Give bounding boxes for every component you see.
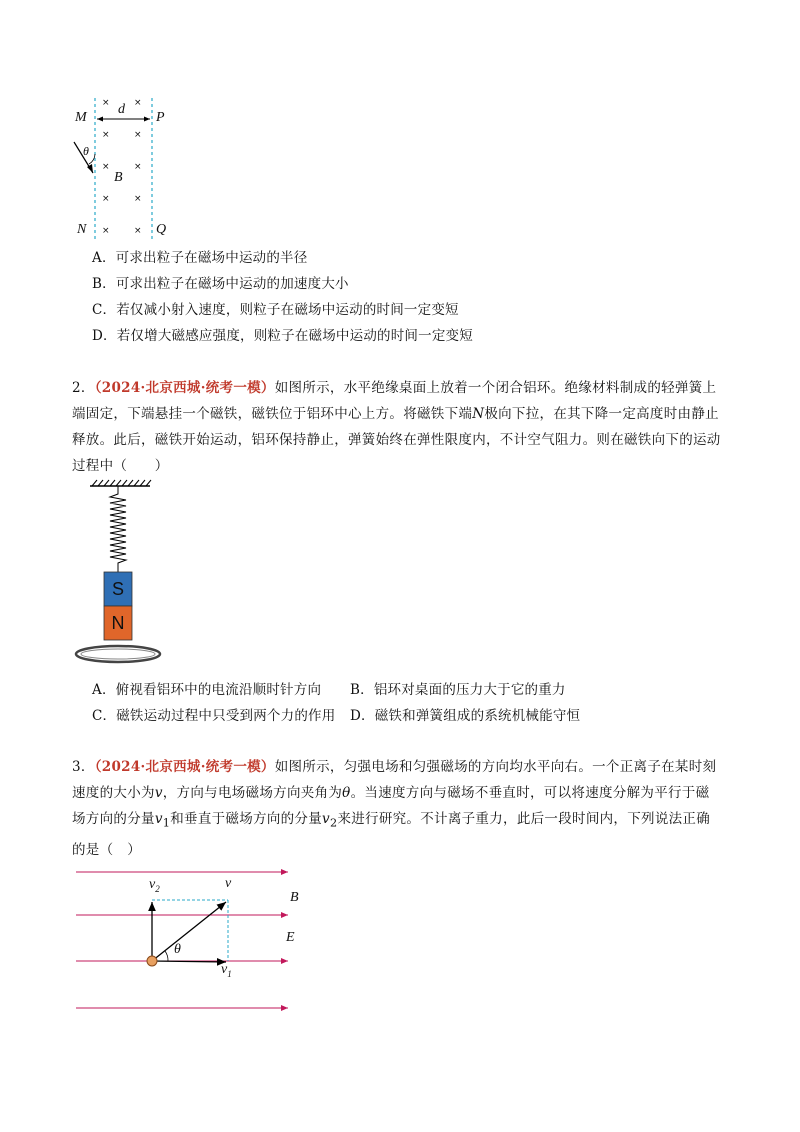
field-cross: × xyxy=(134,98,142,108)
label-n: N xyxy=(77,222,87,237)
q1-option-d[interactable]: D．若仅增大磁感应强度，则粒子在磁场中运动的时间一定变短 xyxy=(92,328,473,344)
field-cross: × xyxy=(102,226,110,236)
label-e: E xyxy=(286,930,295,945)
q2-option-b[interactable]: B．铝环对桌面的压力大于它的重力 xyxy=(350,682,566,698)
label-b: B xyxy=(114,170,123,185)
spring xyxy=(110,486,126,572)
label-theta: θ xyxy=(174,942,181,957)
aluminum-ring xyxy=(76,646,160,662)
q3-stem: 3．（2024·北京西城·统考一模）如图所示，匀强电场和匀强磁场的方向均水平向右。一个正离子在某时刻速度的大小为v，方向与电场磁场方向夹角为θ。当速度方向与磁场不垂直时，可以将速度分解为平行于磁场方向的分量$v_1$和垂直于磁场方向的分量$v_2$来进行研究。不计离子重力，此后一段时间内，下列说法正确的是（ ） xyxy=(72,759,717,858)
label-v2: $v_2$ xyxy=(149,877,160,894)
label-d: d xyxy=(118,102,125,117)
q2-stem: 2．（2024·北京西城·统考一模）如图所示，水平绝缘桌面上放着一个闭合铝环。绝缘材料制成的轻弹簧上端固定，下端悬挂一个磁铁，磁铁位于铝环中心上方。将磁铁下端N极向下拉，在其下降一定高度时由静止释放。此后，磁铁开始运动，铝环保持静止，弹簧始终在弹性限度内，不计空气阻力。则在磁铁向下的运动过程中（ ） xyxy=(72,380,721,474)
field-cross: × xyxy=(102,98,110,108)
label-b: B xyxy=(290,890,299,905)
q1-option-a[interactable]: A．可求出粒子在磁场中运动的半径 xyxy=(92,250,308,266)
field-cross: × xyxy=(102,130,110,140)
label-v1: $v_1$ xyxy=(221,962,232,979)
label-p: P xyxy=(156,110,165,125)
field-cross: × xyxy=(134,162,142,172)
question-number: 2． xyxy=(72,380,95,396)
field-cross: × xyxy=(134,194,142,204)
figure-velocity-labels xyxy=(70,860,310,1020)
field-cross: × xyxy=(134,130,142,140)
question-source: （2024·北京西城·统考一模） xyxy=(94,759,275,775)
field-cross: × xyxy=(102,162,110,172)
label-m: M xyxy=(75,110,87,125)
q2-option-c[interactable]: C．磁铁运动过程中只受到两个力的作用 xyxy=(92,708,336,724)
q1-option-b[interactable]: B．可求出粒子在磁场中运动的加速度大小 xyxy=(92,276,349,292)
magnet-labels xyxy=(104,572,132,640)
label-theta: θ xyxy=(83,144,89,158)
question-source: （2024·北京西城·统考一模） xyxy=(94,380,275,396)
magnet-s-label: S xyxy=(111,579,124,599)
magnet-n-label: N xyxy=(111,613,125,633)
q2-option-d[interactable]: D．磁铁和弹簧组成的系统机械能守恒 xyxy=(350,708,581,724)
label-v: v xyxy=(225,876,232,891)
q1-option-c[interactable]: C．若仅减小射入速度，则粒子在磁场中运动的时间一定变短 xyxy=(92,302,459,318)
field-cross: × xyxy=(102,194,110,204)
figure-magnetic-region-labels xyxy=(70,90,180,245)
question-number: 3． xyxy=(72,759,95,775)
q2-option-a[interactable]: A．俯视看铝环中的电流沿顺时针方向 xyxy=(92,682,322,698)
ceiling-hatch xyxy=(92,480,151,486)
field-cross: × xyxy=(134,226,142,236)
label-q: Q xyxy=(156,222,167,237)
